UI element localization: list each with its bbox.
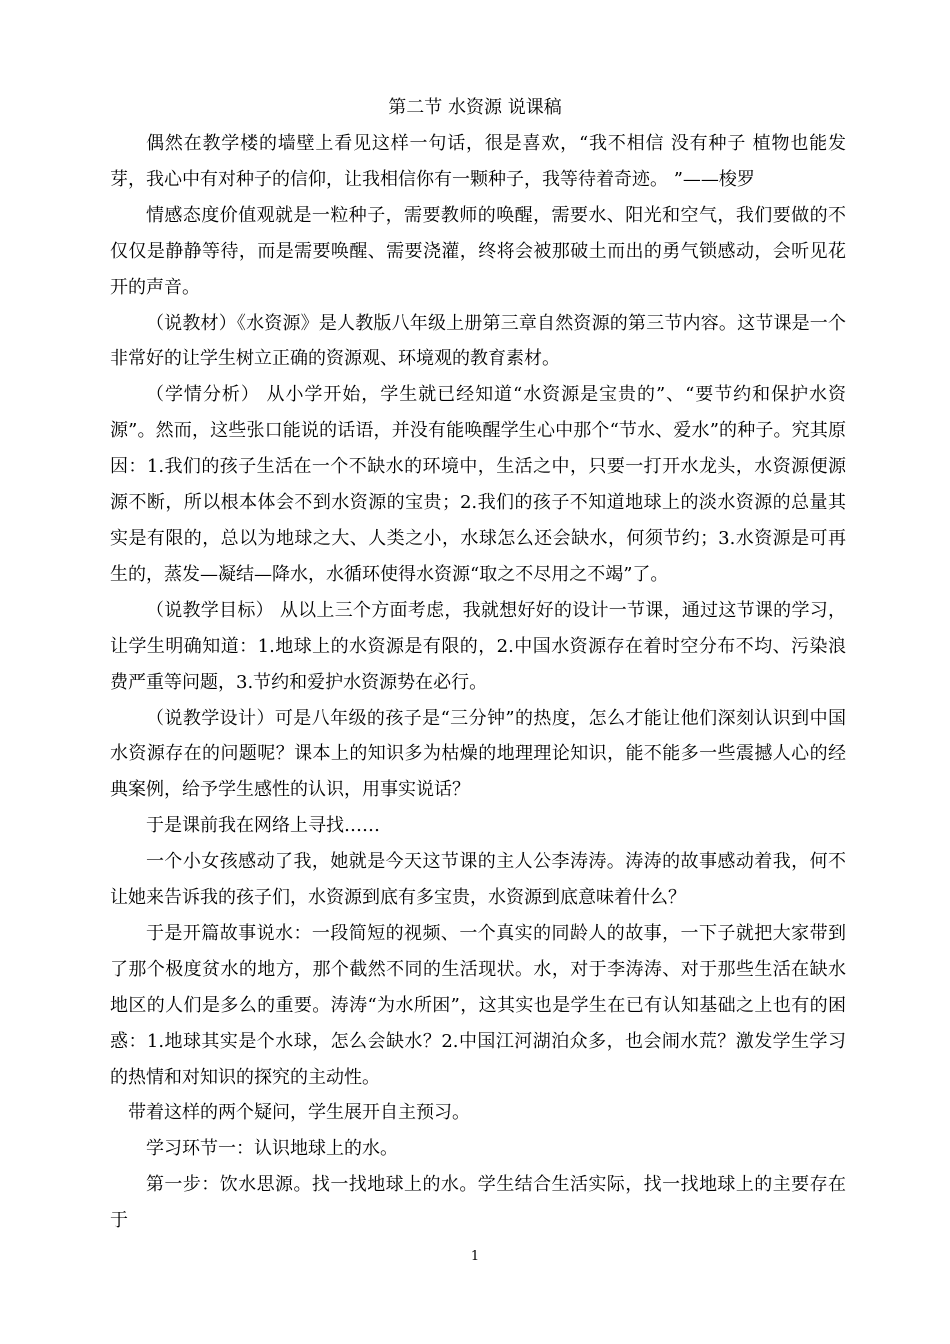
paragraph-step-one: 第一步：饮水思源。找一找地球上的水。学生结合生活实际，找一找地球上的主要存在于 [110, 1174, 846, 1232]
page-number: 1 [470, 1249, 480, 1264]
paragraph-teaching-design: （说教学设计）可是八年级的孩子是“三分钟”的热度，怎么才能让他们深刻认识到中国水资源存在的问题呢？课本上的知识多为枯燥的地理理论知识，能不能多一些震撼人心的经典案例，给予学生感性的认识，用事实说话？ [110, 707, 846, 801]
paragraph-section-one: 学习环节一：认识地球上的水。 [146, 1138, 398, 1160]
paragraph-story-girl: 一个小女孩感动了我，她就是今天这节课的主人公李涛涛。涛涛的故事感动着我，何不让她来告诉我的孩子们，水资源到底有多宝贵，水资源到底意味着什么？ [110, 851, 846, 909]
page-title: 第二节 水资源 说课稿 [388, 97, 562, 118]
paragraph-teaching-goals: （说教学目标） 从以上三个方面考虑，我就想好好的设计一节课，通过这节课的学习，让学生明确知道：1.地球上的水资源是有限的，2.中国水资源存在着时空分布不均、污染浪费严重等问题，3.节约和爱护水资源势在必行。 [110, 599, 846, 693]
paragraph-values: 情感态度价值观就是一粒种子，需要教师的唤醒，需要水、阳光和空气，我们要做的不仅仅是静静等待，而是需要唤醒、需要浇灌，终将会被那破土而出的勇气锁感动，会听见花开的声音。 [110, 204, 846, 298]
paragraph-epigraph: 偶然在教学楼的墙壁上看见这样一句话，很是喜欢，“我不相信 没有种子 植物也能发芽，我心中有对种子的信仰，让我相信你有一颗种子，我等待着奇迹。 ”——梭罗 [110, 133, 846, 190]
paragraph-story-opening: 于是开篇故事说水：一段简短的视频、一个真实的同龄人的故事，一下子就把大家带到了那个极度贫水的地方，那个截然不同的生活现状。水，对于李涛涛、对于那些生活在缺水地区的人们是多么的重要。涛涛“为水所困”，这其实也是学生在已有认知基础之上也有的困惑：1.地球其实是个水球，怎么会缺水？2.中国江河湖泊众多，也会闹水荒？激发学生学习的热情和对知识的探究的主动性。 [110, 922, 846, 1088]
paragraph-search: 于是课前我在网络上寻找…… [146, 815, 380, 837]
paragraph-self-study: 带着这样的两个疑问，学生展开自主预习。 [128, 1102, 470, 1124]
document-body [110, 126, 846, 1239]
paragraph-student-analysis: （学情分析） 从小学开始，学生就已经知道“水资源是宝贵的”、“要节约和保护水资源”。然而，这些张口能说的话语，并没有能唤醒学生心中那个“节水、爱水”的种子。究其原因：1.我们的孩子生活在一个不缺水的环境中，生活之中，只要一打开水龙头，水资源便源源不断，所以根本体会不到水资源的宝贵；2.我们的孩子不知道地球上的淡水资源的总量其实是有限的，总以为地球之大、人类之小，水球怎么还会缺水，何须节约；3.水资源是可再生的，蒸发—凝结—降水，水循环使得水资源“取之不尽用之不竭”了。 [110, 384, 846, 585]
paragraph-textbook: （说教材）《水资源》是人教版八年级上册第三章自然资源的第三节内容。这节课是一个非常好的让学生树立正确的资源观、环境观的教育素材。 [110, 312, 846, 370]
